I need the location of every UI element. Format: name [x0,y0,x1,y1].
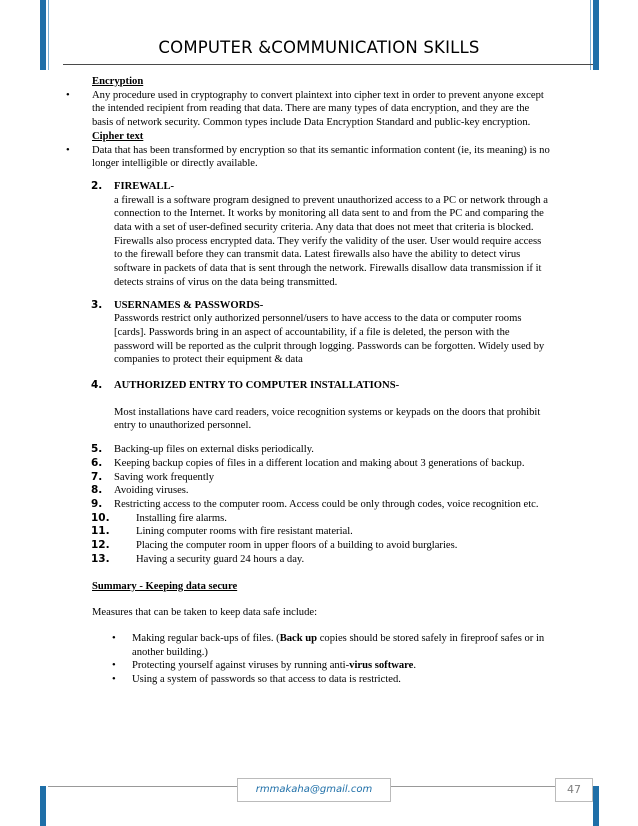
list-item [112,659,552,673]
item-text: a firewall is a software program designed to prevent unauthorized access to a PC or network through a connection to the Internet. It works by monitoring all data sent to and from the PC and comparing the data with a set of user-defined security criteria. Any data that does not meet that criteria is blocked. Firewalls also process encrypted data. They verify the validity of the user. User would require access to the firewall before they can transmit data. Latest firewalls also have the ability to detect virus software in packets of data that is sent through the network. Firewalls disallow data transmission if it detects strains of virus on the data being transmitted. [114,194,548,288]
list-item [92,457,552,471]
summary-intro: Measures that can be taken to keep data safe include: [92,607,318,619]
item-text: Installing fire alarms. [136,512,227,524]
item-title: AUTHORIZED ENTRY TO COMPUTER INSTALLATIONS- [114,380,400,392]
item-number: 13. [91,552,110,565]
bullet-icon: • [112,632,116,644]
list-item [92,443,552,457]
item-text: Passwords restrict only authorized personnel/users to have access to the data or computer rooms [cards]. Passwords bring in an aspect of accountability, if a file is deleted, the person with the password will be reported as the culprit through logging. Passwords can be forgotten. Widely used by companies to protect their equipment & data [114,313,545,366]
item-text: Lining computer rooms with fire resistant material. [136,526,353,538]
item-passwords [92,299,552,368]
encryption-text: Any procedure used in cryptography to convert plaintext into cipher text in order to prevent anyone except the intended recipient from reading that data. There are many types of data encryption, and they are the basis of network security. Common types include Data Encryption Standard and public-key encryption. [92,89,544,129]
item-number: 5. [91,443,103,456]
bullet-icon: • [66,144,70,156]
item-text: Restricting access to the computer room. Access could be only through codes, voice recognition etc. [114,498,539,510]
encryption-heading: Encryption [92,76,144,87]
item-text: Most installations have card readers, voice recognition systems or keypads on the doors that prohibit entry to unauthorized personnel. [114,406,541,432]
list-item [92,553,552,567]
item-number: 2. [91,179,103,192]
item-number: 8. [91,484,103,497]
page-border-right-thin [590,0,591,70]
bullet-icon: • [112,660,116,672]
list-item [92,539,552,553]
page-border-bottom-left [40,786,46,826]
item-number: 9. [91,497,103,510]
item-number: 6. [91,456,103,469]
list-item [112,632,552,659]
item-title: FIREWALL- [114,180,175,192]
summary-text: Using a system of passwords so that access to data is restricted. [132,674,401,686]
item-text: Keeping backup copies of files in a different location and making about 3 generations of backup. [114,457,525,469]
page-border-right [593,0,599,70]
item-text: Having a security guard 24 hours a day. [136,553,305,565]
bullet-icon: • [112,674,116,686]
list-item [92,471,552,485]
cipher-heading: Cipher text [92,130,144,142]
item-text: Saving work frequently [114,471,215,483]
item-title: USERNAMES & PASSWORDS- [114,299,264,311]
item-firewall [92,180,552,290]
summary-bold: Back up [279,632,318,644]
list-item [92,525,552,539]
page-border-left [40,0,46,70]
summary-text: . [413,660,417,672]
short-items-list [92,443,552,566]
item-number: 10. [91,511,110,524]
item-number: 11. [91,525,110,538]
cipher-text: Data that has been transformed by encryption so that its semantic information content (ie, its meaning) is no longer intelligible or directly available. [92,144,550,170]
page-border-left-thin [48,0,49,70]
summary-bold: virus software [349,660,414,672]
summary-text: Making regular back-ups of files. ( [132,632,280,644]
item-text: Placing the computer room in upper floors of a building to avoid burglaries. [136,540,458,552]
summary-heading: Summary - Keeping data secure [92,580,238,592]
cipher-bullet [66,144,552,171]
item-number: 12. [91,539,110,552]
bullet-icon: • [66,89,70,101]
header-divider [63,64,593,65]
list-item [112,673,552,687]
list-item [92,498,552,512]
list-item [92,484,552,498]
list-item [92,512,552,526]
encryption-bullet [66,89,552,130]
item-text: Backing-up files on external disks periodically. [114,444,314,456]
summary-text: Protecting yourself against viruses by running anti- [132,660,350,672]
page-border-bottom-right [593,786,599,826]
page-content [66,75,552,687]
item-number: 3. [91,298,103,311]
footer-email: rmmakaha@gmail.com [237,778,391,802]
item-number: 7. [91,470,103,483]
page-header-title: COMPUTER &COMMUNICATION SKILLS [158,38,480,57]
summary-text: copies should be stored safely in fireproof safes or in another building.) [132,632,545,658]
item-number: 4. [91,379,103,392]
item-authorized-entry [92,379,552,433]
item-text: Avoiding viruses. [114,485,189,497]
summary-list [92,632,552,687]
page-number: 47 [555,778,593,802]
